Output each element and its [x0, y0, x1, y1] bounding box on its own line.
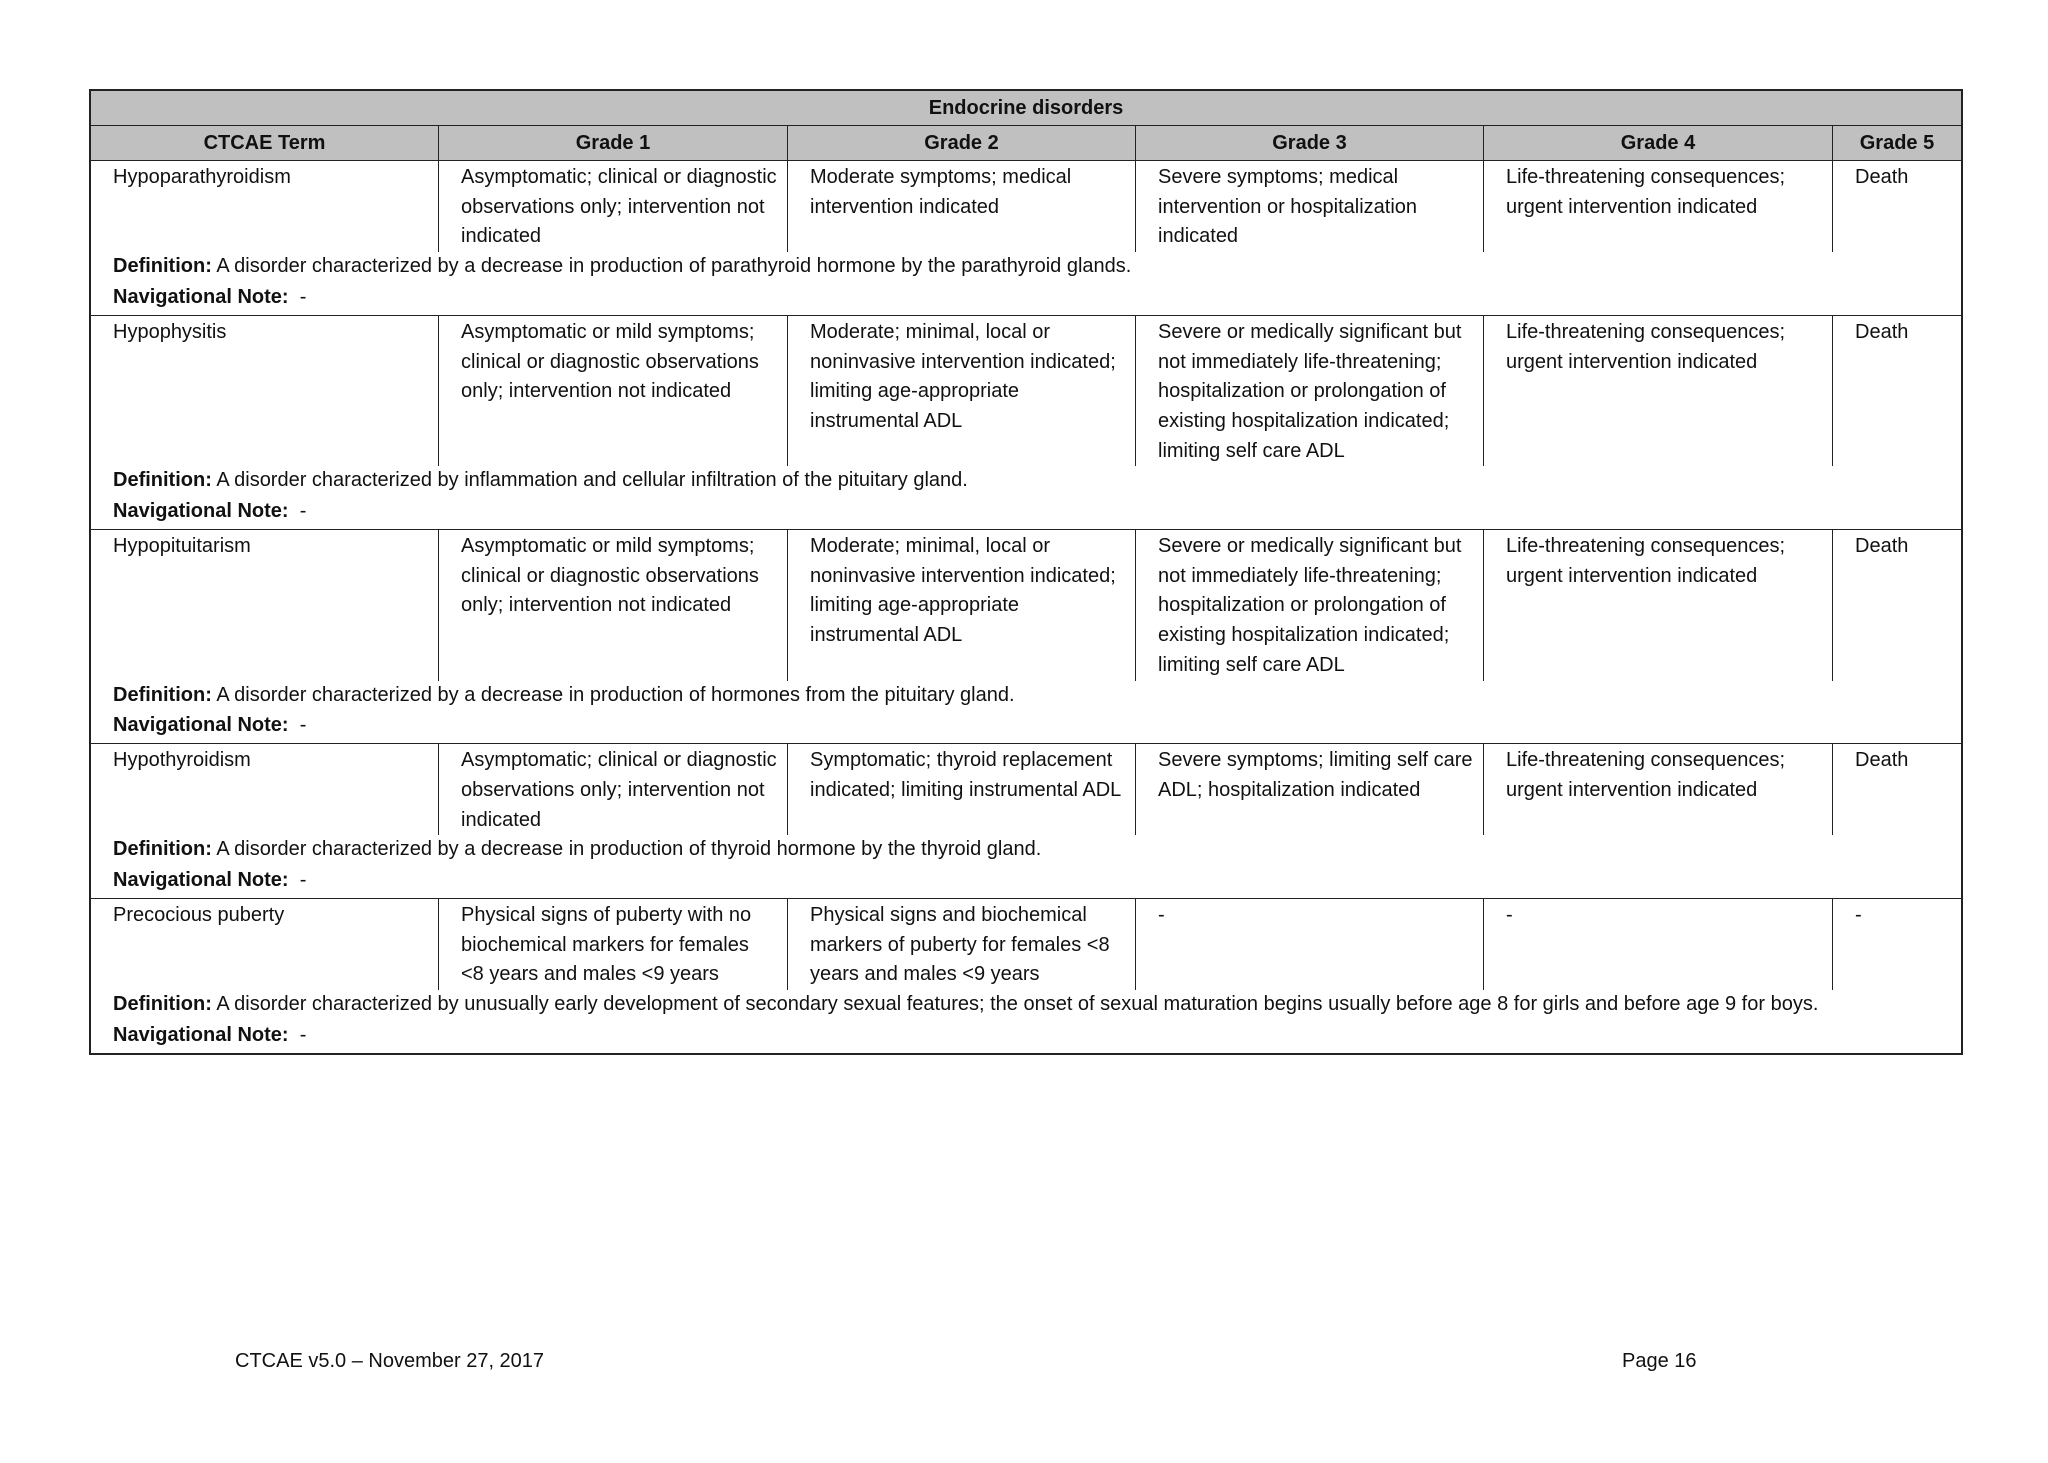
header-grade-2: Grade 2 — [788, 126, 1136, 160]
grade-4-cell: Life-threatening consequences; urgent intervention indicated — [1484, 530, 1833, 681]
term-cell: Hypophysitis — [91, 316, 439, 467]
grade-3-cell: Severe symptoms; medical intervention or hospitalization indicated — [1136, 161, 1484, 252]
term-cell: Hypothyroidism — [91, 744, 439, 835]
grade-5-cell: Death — [1855, 535, 1909, 558]
table-row — [91, 899, 1961, 990]
nav-note-text: - — [299, 500, 307, 523]
definition-label: Definition: — [113, 683, 212, 706]
grade-2-cell: Moderate; minimal, local or noninvasive intervention indicated; limiting age-appropriate instrumental ADL — [788, 316, 1136, 467]
grade-2-cell: Physical signs and biochemical markers of puberty for females <8 years and males <9 years — [788, 899, 1136, 990]
table-row — [91, 744, 1961, 835]
table-row — [91, 316, 1961, 467]
footer-page-number: Page 16 — [1622, 1350, 1697, 1372]
grade-5-cell: Death — [1855, 166, 1909, 188]
definition-line — [91, 681, 1961, 711]
grade-4-cell: Life-threatening consequences; urgent intervention indicated — [1484, 161, 1833, 252]
definition-text: A disorder characterized by a decrease in production of hormones from the pituitary gland. — [216, 683, 1015, 706]
nav-note-label: Navigational Note: — [113, 869, 289, 892]
grade-3-cell: Severe or medically significant but not immediately life-threatening; hospitalization or prolongation of existing hospitalization indicated; limiting self care ADL — [1136, 316, 1484, 467]
grade-5-cell: - — [1855, 904, 1862, 927]
header-ctcae-term: CTCAE Term — [91, 126, 439, 160]
nav-note-line — [91, 1020, 1961, 1053]
grade-5-cell: Death — [1855, 320, 1909, 343]
grade-2-cell: Moderate symptoms; medical intervention indicated — [788, 161, 1136, 252]
nav-note-label: Navigational Note: — [113, 285, 289, 308]
nav-note-label: Navigational Note: — [113, 714, 289, 737]
entry-precocious-puberty — [91, 899, 1961, 1053]
nav-note-line — [91, 710, 1961, 744]
nav-note-line — [91, 865, 1961, 899]
definition-line — [91, 835, 1961, 865]
nav-note-line — [91, 496, 1961, 530]
nav-note-label: Navigational Note: — [113, 1023, 289, 1046]
definition-label: Definition: — [113, 469, 212, 492]
header-grade-4: Grade 4 — [1484, 126, 1833, 160]
header-grade-1: Grade 1 — [439, 126, 788, 160]
entry-hypophysitis — [91, 316, 1961, 530]
grade-3-cell: Severe or medically significant but not immediately life-threatening; hospitalization or prolongation of existing hospitalization indicated; limiting self care ADL — [1136, 530, 1484, 681]
definition-text: A disorder characterized by a decrease in production of parathyroid hormone by the parathyroid glands. — [216, 255, 1132, 278]
term-cell: Hypopituitarism — [91, 530, 439, 681]
grade-1-cell: Asymptomatic; clinical or diagnostic observations only; intervention not indicated — [439, 161, 788, 252]
nav-note-label: Navigational Note: — [113, 500, 289, 523]
column-header-row — [91, 126, 1961, 161]
table-row — [91, 161, 1961, 252]
term-cell: Hypoparathyroidism — [91, 161, 439, 252]
grade-2-cell: Moderate; minimal, local or noninvasive intervention indicated; limiting age-appropriate instrumental ADL — [788, 530, 1136, 681]
grade-1-cell: Physical signs of puberty with no biochemical markers for females <8 years and males <9 years — [439, 899, 788, 990]
endocrine-disorders-table — [89, 89, 1963, 1055]
nav-note-text: - — [299, 1023, 307, 1046]
grade-4-cell: Life-threatening consequences; urgent intervention indicated — [1484, 744, 1833, 835]
nav-note-line — [91, 282, 1961, 316]
grade-2-cell: Symptomatic; thyroid replacement indicated; limiting instrumental ADL — [788, 744, 1136, 835]
definition-line — [91, 252, 1961, 282]
definition-text: A disorder characterized by inflammation and cellular infiltration of the pituitary gland. — [216, 469, 968, 492]
grade-1-cell: Asymptomatic; clinical or diagnostic observations only; intervention not indicated — [439, 744, 788, 835]
header-grade-3: Grade 3 — [1136, 126, 1484, 160]
table-row — [91, 530, 1961, 681]
grade-4-cell: Life-threatening consequences; urgent intervention indicated — [1484, 316, 1833, 467]
definition-text: A disorder characterized by unusually early development of secondary sexual features; the onset of sexual maturation begins usually before age 8 for girls and before age 9 for boys. — [216, 993, 1819, 1016]
grade-1-cell: Asymptomatic or mild symptoms; clinical or diagnostic observations only; intervention not indicated — [439, 530, 788, 681]
grade-1-cell: Asymptomatic or mild symptoms; clinical or diagnostic observations only; intervention not indicated — [439, 316, 788, 467]
definition-label: Definition: — [113, 838, 212, 861]
header-grade-5: Grade 5 — [1859, 132, 1935, 154]
definition-label: Definition: — [113, 255, 212, 278]
nav-note-text: - — [299, 869, 307, 892]
entry-hypoparathyroidism — [91, 161, 1961, 316]
grade-3-cell: Severe symptoms; limiting self care ADL; hospitalization indicated — [1136, 744, 1484, 835]
footer-version: CTCAE v5.0 – November 27, 2017 — [235, 1350, 545, 1372]
grade-5-cell: Death — [1855, 749, 1909, 772]
nav-note-text: - — [299, 714, 307, 737]
grade-4-cell: - — [1484, 899, 1833, 990]
section-title: Endocrine disorders — [91, 91, 1961, 126]
term-cell: Precocious puberty — [91, 899, 439, 990]
grade-3-cell: - — [1136, 899, 1484, 990]
definition-label: Definition: — [113, 993, 212, 1016]
nav-note-text: - — [299, 285, 307, 308]
definition-text: A disorder characterized by a decrease in production of thyroid hormone by the thyroid gland. — [216, 838, 1042, 861]
definition-line — [91, 466, 1961, 496]
definition-line — [91, 990, 1961, 1020]
entry-hypothyroidism — [91, 744, 1961, 899]
entry-hypopituitarism — [91, 530, 1961, 744]
